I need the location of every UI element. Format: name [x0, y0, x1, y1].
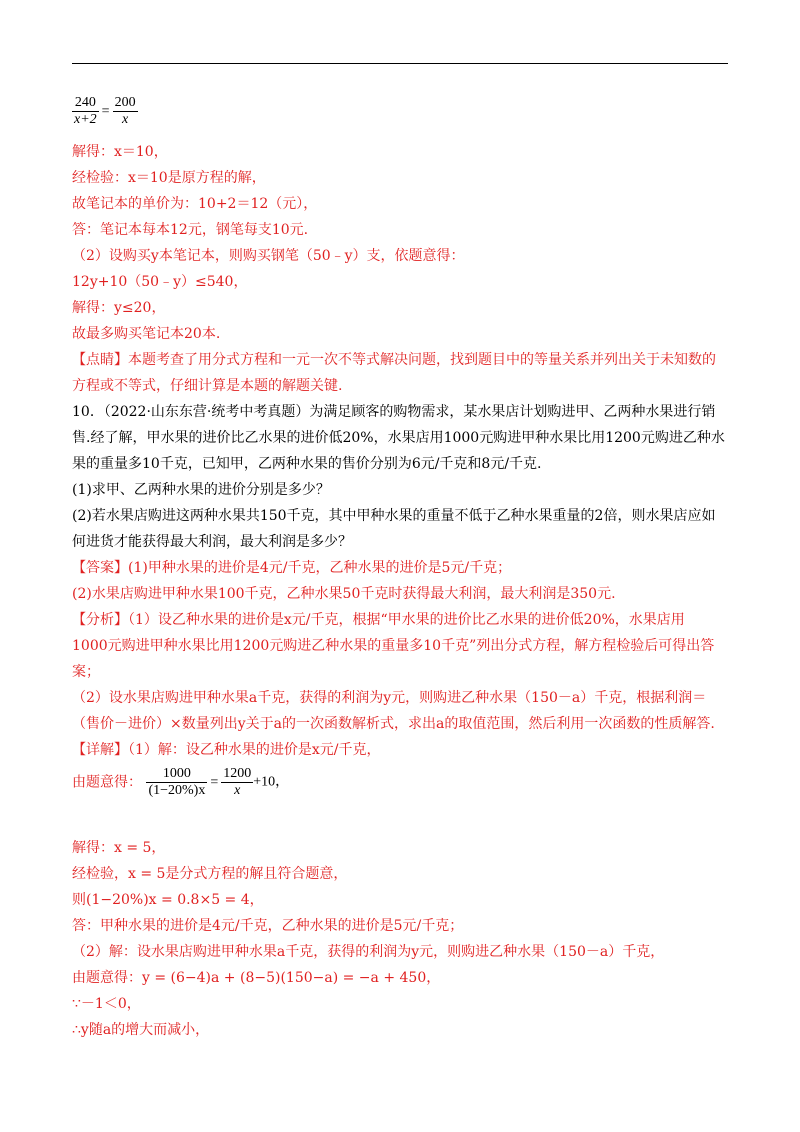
equation-tail: +10，	[253, 774, 290, 790]
comment-line: 方程或不等式，仔细计算是本题的解题关键.	[72, 378, 343, 394]
text-line: （2）设购买y本笔记本，则购买钢笔（50﹣y）支，依题意得：	[72, 248, 465, 264]
question-line: (1)求甲、乙两种水果的进价分别是多少？	[72, 482, 330, 498]
fraction-numerator: 200	[114, 95, 136, 110]
detail-line: 经检验，x = 5是分式方程的解且符合题意，	[72, 866, 348, 882]
answer-line: (2)水果店购进甲种水果100千克，乙种水果50千克时获得最大利润，最大利润是350元.	[72, 586, 616, 602]
equals-sign: =	[101, 103, 110, 119]
fraction-equation	[72, 95, 138, 128]
equation-line	[72, 766, 289, 799]
text-line: 故笔记本的单价为：10+2＝12（元），	[72, 196, 318, 212]
fraction-denominator: x	[234, 783, 241, 798]
analysis-line: 案；	[72, 664, 100, 680]
detail-line: 答：甲种水果的进价是4元/千克，乙种水果的进价是5元/千克；	[72, 918, 464, 934]
fraction-numerator: 1000	[146, 766, 207, 783]
detail-line: ∴y随a的增大而减小，	[72, 1022, 210, 1038]
detail-line: ∵－1＜0，	[72, 996, 141, 1012]
text-line: 故最多购买笔记本20本.	[72, 326, 221, 342]
detail-line: 由题意得：y = (6−4)a + (8−5)(150−a) = −a + 450，	[72, 970, 441, 986]
text-line: 解得：y≤20，	[72, 300, 166, 316]
fraction-right	[221, 766, 253, 799]
detail-line: （2）解：设水果店购进甲种水果a千克，获得的利润为y元，则购进乙种水果（150－a）千克，	[72, 944, 665, 960]
text-line: 解得：x＝10，	[72, 144, 168, 160]
detail-line: 解得：x = 5，	[72, 840, 166, 856]
analysis-line: 1000元购进甲种水果比用1200元购进乙种水果的重量多10千克”列出分式方程，解方程检验后可得出答	[72, 638, 715, 654]
question-line: 果的重量多10千克，已知甲，乙两种水果的售价分别为6元/千克和8元/千克.	[72, 456, 542, 472]
fraction-left	[146, 766, 207, 799]
fraction-numerator: 1200	[223, 766, 252, 781]
question-line: (2)若水果店购进这两种水果共150千克，其中甲种水果的重量不低于乙种水果重量的2倍，则水果店应如	[72, 508, 716, 524]
fraction-denominator: x+2	[74, 112, 97, 127]
detail-line: 则(1−20%)x = 0.8×5 = 4，	[72, 892, 264, 908]
fraction-denominator: (1−20%)x	[148, 783, 206, 798]
question-line: 10．（2022·山东东营·统考中考真题）为满足顾客的购物需求，某水果店计划购进甲、乙两种水果进行销	[72, 404, 716, 420]
question-line: 售.经了解，甲水果的进价比乙水果的进价低20%，水果店用1000元购进甲种水果比用1200元购进乙种水	[72, 430, 725, 446]
fraction-denominator: x	[121, 112, 129, 127]
analysis-line: 【分析】（1）设乙种水果的进价是x元/千克，根据“甲水果的进价比乙水果的进价低20%，水果店用	[72, 612, 685, 628]
fraction-numerator: 240	[72, 95, 99, 112]
equals-sign: =	[210, 774, 219, 790]
answer-line: 【答案】(1)甲种水果的进价是4元/千克，乙种水果的进价是5元/千克；	[72, 560, 512, 576]
question-line: 何进货才能获得最大利润，最大利润是多少？	[72, 534, 352, 550]
detail-line: 【详解】（1）解：设乙种水果的进价是x元/千克，	[72, 742, 381, 758]
text-line: 12y+10（50﹣y）≤540，	[72, 274, 248, 290]
fraction-left	[72, 95, 99, 128]
header-rule	[72, 63, 728, 64]
text-line: 答：笔记本每本12元，钢笔每支10元.	[72, 222, 309, 238]
analysis-line: （2）设水果店购进甲种水果a千克，获得的利润为y元，则购进乙种水果（150－a）千克，根据利润＝	[72, 690, 707, 706]
fraction-right	[113, 95, 138, 128]
analysis-line: （售价－进价）×数量列出y关于a的一次函数解析式，求出a的取值范围，然后利用一次函数的性质解答.	[72, 716, 715, 732]
equation-label: 由题意得：	[72, 774, 142, 791]
text-line: 经检验：x＝10是原方程的解，	[72, 170, 266, 186]
comment-line: 【点睛】本题考查了用分式方程和一元一次不等式解决问题，找到题目中的等量关系并列出关于未知数的	[72, 352, 716, 368]
